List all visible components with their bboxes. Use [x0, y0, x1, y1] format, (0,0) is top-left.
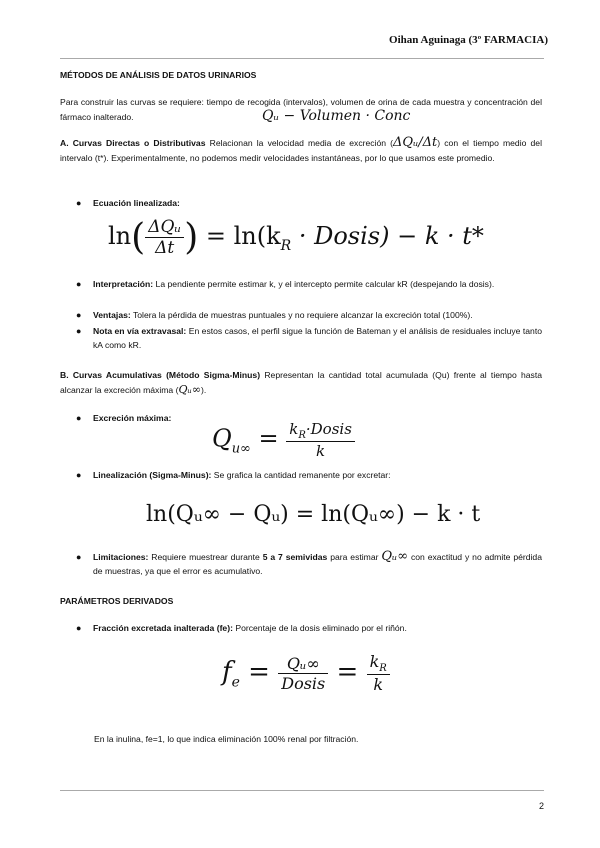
part-a-label: A. Curvas Directas o Distributivas [60, 138, 206, 148]
part-b-formula: Qᵤ∞ [178, 382, 202, 396]
section-title: MÉTODOS DE ANÁLISIS DE DATOS URINARIOS [60, 70, 257, 80]
bullet-text: Se grafica la cantidad remanente por excretar: [211, 470, 391, 480]
bullet-dot: ● [76, 552, 82, 562]
eq4-lhs-sub: e [231, 674, 240, 691]
inulina-note: En la inulina, fe=1, lo que indica eliminación 100% renal por filtración. [94, 734, 359, 744]
bullet-nota [76, 324, 542, 352]
bullet-dot: ● [76, 326, 82, 336]
bullet-dot: ● [76, 310, 82, 320]
equation-sigma-minus: ln(Qᵤ∞ − Qᵤ) = ln(Qᵤ∞) − k · t [146, 502, 481, 527]
lim-text2: para estimar [327, 552, 382, 562]
footer-rule [60, 790, 544, 791]
part-a-text-before: Relacionan la velocidad media de excreción ( [209, 138, 394, 148]
eq1-rest: · Dosis) − k · t* [291, 222, 484, 250]
eq2-lhs: Q [212, 424, 232, 453]
bullet-label: Limitaciones: [93, 552, 149, 562]
header-rule [60, 58, 544, 59]
eq2-eq: = [250, 424, 287, 453]
eq4-den2: k [373, 675, 384, 695]
part-b-label: B. Curvas Acumulativas (Método Sigma-Minus) [60, 370, 261, 380]
intro-text: Para construir las curvas se requiere: tiempo de recogida (intervalos), volumen de orina de cada muestra y concentración del fármaco inalterado. [60, 97, 542, 122]
bullet-fraccion [76, 621, 542, 635]
equation-excrecion-maxima [212, 420, 355, 460]
eq1-num: ΔQᵤ [145, 217, 184, 238]
part-b-text: Representan la cantidad total acumulada (Qu) frente al tiempo hasta alcanzar la excreción máxima ( [60, 370, 543, 395]
page-number: 2 [538, 801, 544, 811]
part-a-paragraph [60, 136, 542, 165]
eq4-num1: Qᵤ∞ [278, 654, 328, 674]
bullet-text: Porcentaje de la dosis eliminado por el riñón. [232, 623, 407, 633]
eq2-lhs-sub: u∞ [231, 441, 251, 457]
eq2-num-sub: R [298, 430, 306, 441]
part-a-text-after: ) con el tiempo medio del intervalo (t*). Experimentalmente, no podemos medir velocidades instantáneas, por lo que usamos este promedio. [60, 138, 542, 163]
equation-fe: $f_e$ = $\frac{\text{Qᵤ∞}}{\text{Dosis}}$ = $\frac{k_R}{k}$ [222, 652, 390, 694]
eq4-num2: k [369, 652, 380, 671]
bullet-limitaciones [76, 550, 542, 578]
eq1-den: Δt [155, 238, 175, 258]
section2-title: PARÁMETROS DERIVADOS [60, 596, 174, 606]
bullet-label: Fracción excretada inalterada (fe): [93, 623, 233, 633]
bullet-linealizacion [76, 468, 542, 482]
bullet-label: Linealización (Sigma-Minus): [93, 470, 212, 480]
part-b-text-end: ). [201, 384, 207, 395]
equation-linealizada: ln( $\frac{\text{ΔQᵤ}}{\Delta t}$ ) = $\ln(k_R$ · Dosis) − k · t* [108, 217, 484, 258]
bullet-text: La pendiente permite estimar k, y el intercepto permite calcular kR (despejando la dosis). [153, 279, 495, 289]
bullet-dot: ● [76, 279, 82, 289]
eq4-num2-sub: R [379, 663, 387, 675]
eq2-num: k [289, 420, 299, 438]
bullet-text: En estos casos, el perfil sigue la función de Bateman y el análisis de residuales incluye tanto kA como kR. [93, 326, 542, 350]
part-b-paragraph [60, 368, 542, 397]
bullet-label: Interpretación: [93, 279, 154, 289]
lim-text3: con exactitud y no admite pérdida de muestras, ya que el error es acumulativo. [93, 552, 542, 576]
eq2-den: k [316, 442, 326, 460]
bullet-dot: ● [76, 470, 82, 480]
bullet-dot: ● [76, 198, 82, 208]
bullet-excrecion-label: Excreción máxima: [93, 413, 172, 423]
eq2-num-rest: ·Dosis [305, 420, 352, 438]
bullet-dot: ● [76, 413, 82, 423]
eq1-ln: ln [108, 222, 132, 250]
eq4-den1: Dosis [281, 673, 326, 693]
bullet-ecuacion [76, 196, 542, 210]
bullet-dot: ● [76, 623, 82, 633]
lim-bold: 5 a 7 semividas [262, 552, 328, 562]
eq1-rhs: = ln(k [205, 222, 281, 250]
bullet-text: Tolera la pérdida de muestras puntuales y no requiere alcanzar la excreción total (100%). [130, 310, 473, 320]
header-author: Oihan Aguinaga (3º FARMACIA) [389, 34, 548, 46]
part-a-formula: ΔQᵤ/Δt [393, 135, 438, 150]
eq1-sub: R [280, 237, 292, 254]
lim-formula: Qᵤ∞ [381, 549, 409, 564]
bullet-ecuacion-label: Ecuación linealizada: [93, 198, 180, 208]
lim-text1: Requiere muestrear durante [148, 552, 263, 562]
bullet-label: Ventajas: [93, 310, 131, 320]
eq4-lhs: f [222, 657, 232, 688]
bullet-label: Nota en vía extravasal: [93, 326, 187, 336]
bullet-interpretacion [76, 277, 542, 291]
intro-formula: Qᵤ − Volumen · Conc [262, 108, 411, 124]
bullet-ventajas [76, 308, 542, 322]
